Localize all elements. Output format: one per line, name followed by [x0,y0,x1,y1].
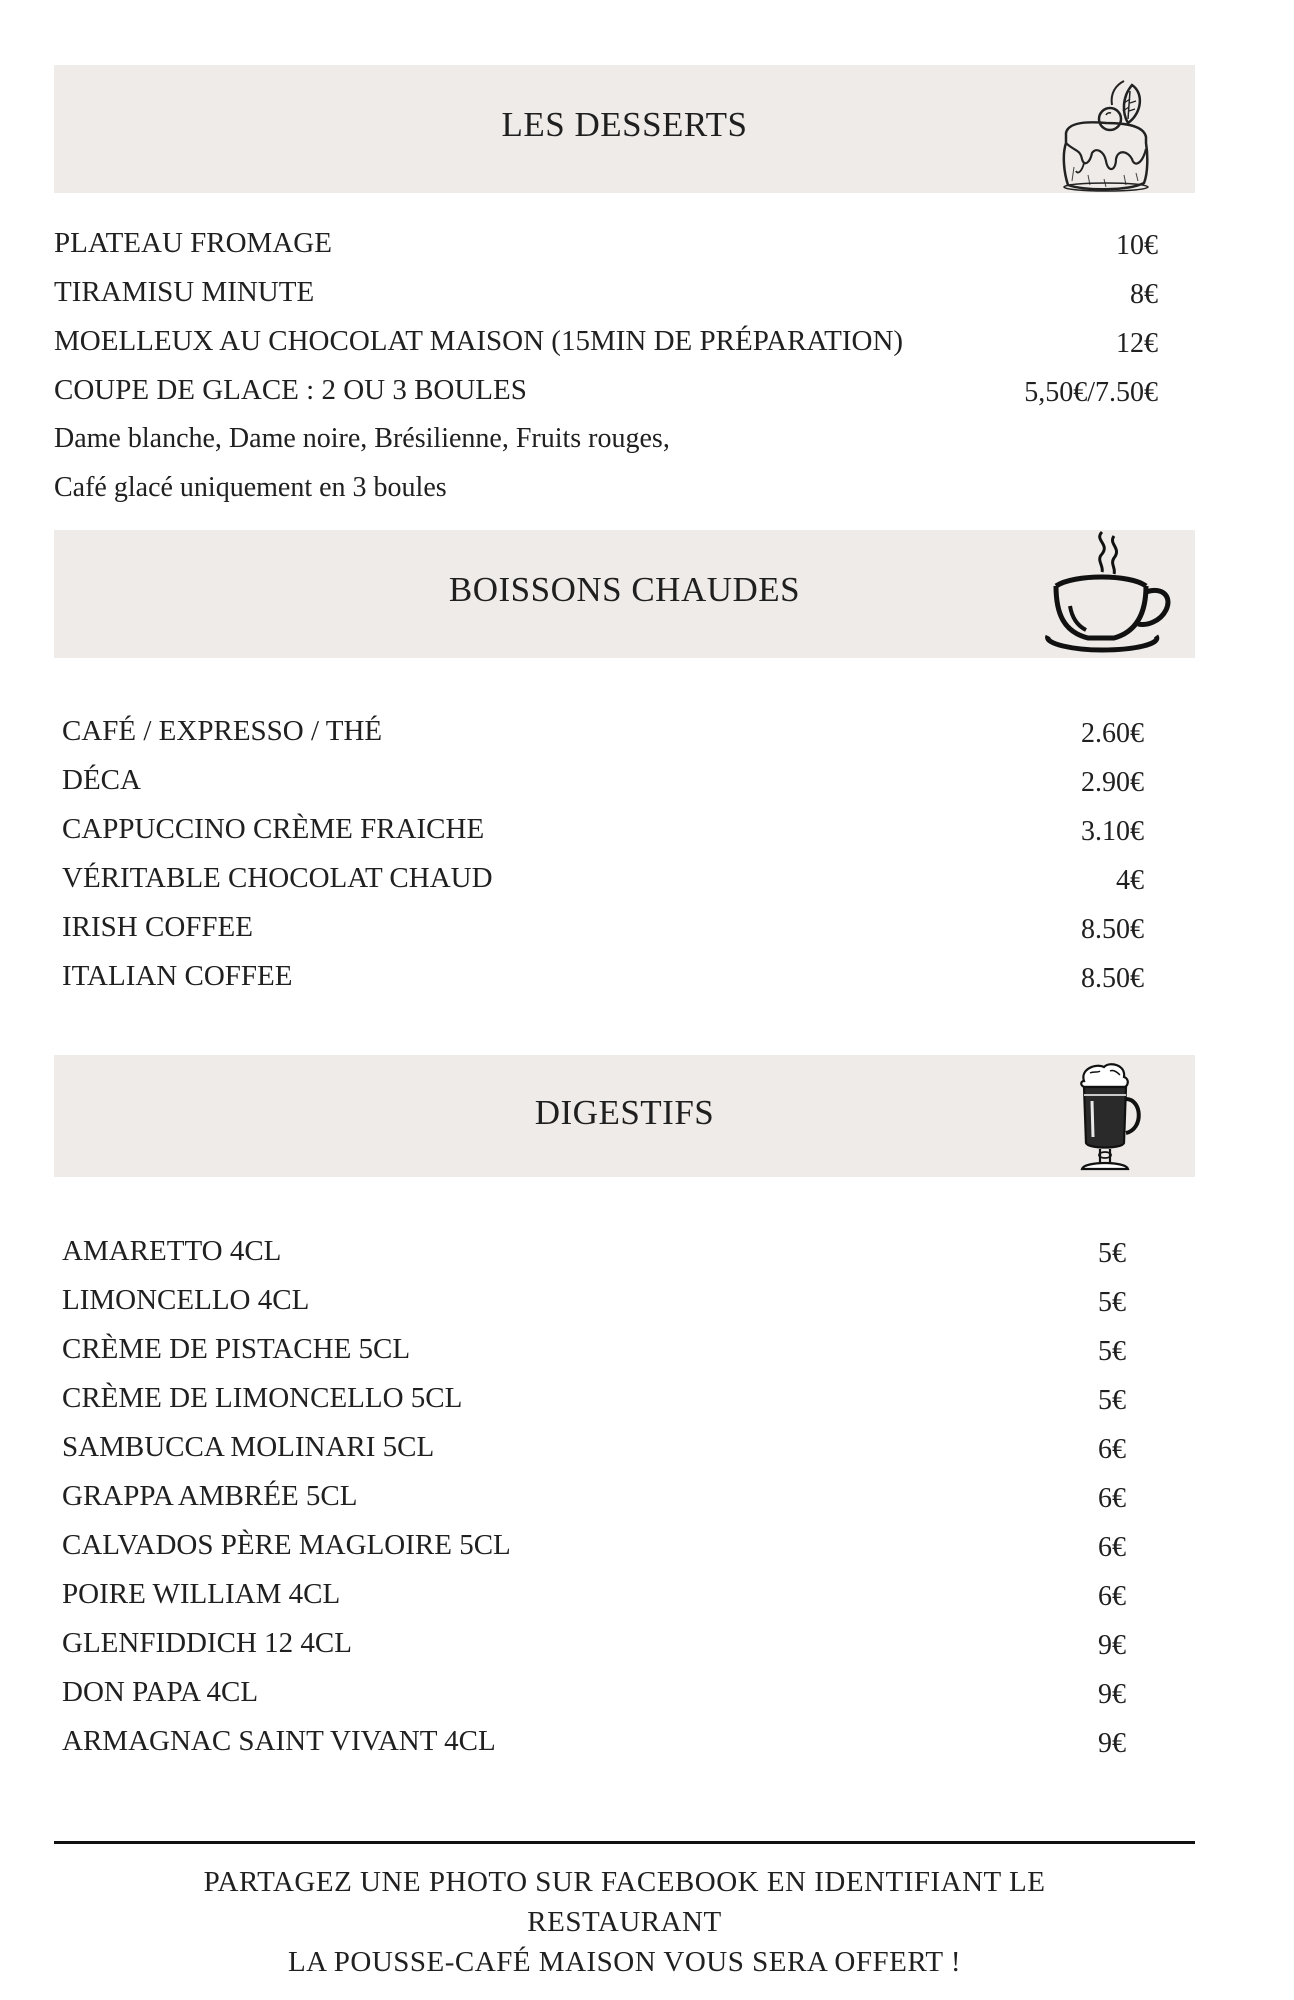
digestif-item-name: ARMAGNAC SAINT VIVANT 4CL [62,1725,496,1757]
hot-drink-item-price: 8.50€ [1081,914,1144,945]
digestif-item-name: CRÈME DE LIMONCELLO 5CL [62,1382,463,1414]
dessert-item-name: TIRAMISU MINUTE [54,276,315,308]
digestifs-title: DIGESTIFS [534,1093,715,1132]
dessert-note: Café glacé uniquement en 3 boules [54,472,447,503]
dessert-item-name: MOELLEUX AU CHOCOLAT MAISON (15MIN DE PRÉPARATION) [54,325,904,357]
digestif-item-name: GRAPPA AMBRÉE 5CL [62,1480,358,1512]
hot-drink-item-name: CAPPUCCINO CRÈME FRAICHE [62,813,485,845]
hot-drinks-title: BOISSONS CHAUDES [448,570,801,609]
hot-drink-item-price: 8.50€ [1081,963,1144,994]
digestif-item-name: DON PAPA 4CL [62,1676,259,1708]
hot-drink-item-name: ITALIAN COFFEE [62,960,293,992]
dessert-item-name: PLATEAU FROMAGE [54,227,332,259]
hot-drink-item-name: DÉCA [62,764,141,796]
hot-drinks-header [54,530,1195,658]
cake-icon [1044,63,1164,193]
hot-drink-item-name: VÉRITABLE CHOCOLAT CHAUD [62,862,493,894]
digestif-item-price: 5€ [1098,1238,1126,1269]
digestif-item-name: CRÈME DE PISTACHE 5CL [62,1333,411,1365]
digestif-item-price: 5€ [1098,1385,1126,1416]
hot-drink-item-price: 2.60€ [1081,718,1144,749]
hot-drink-item-name: CAFÉ / EXPRESSO / THÉ [62,715,383,747]
dessert-item-price: 5,50€/7.50€ [1024,377,1158,408]
digestif-item-name: GLENFIDDICH 12 4CL [62,1627,352,1659]
digestif-item-price: 6€ [1098,1483,1126,1514]
dessert-item-price: 10€ [1116,230,1158,261]
footer-line-1: PARTAGEZ UNE PHOTO SUR FACEBOOK EN IDENTIFIANT LE [203,1866,1046,1898]
hot-drink-item-price: 3.10€ [1081,816,1144,847]
footer-message [54,1862,1195,1982]
digestif-item-name: POIRE WILLIAM 4CL [62,1578,341,1610]
digestif-item-price: 9€ [1098,1679,1126,1710]
footer-line-2: RESTAURANT [527,1906,722,1938]
desserts-header [54,65,1195,193]
hot-drink-item-price: 4€ [1116,865,1144,896]
footer-divider [54,1841,1195,1844]
digestif-item-name: LIMONCELLO 4CL [62,1284,310,1316]
dessert-item-price: 12€ [1116,328,1158,359]
digestif-item-price: 5€ [1098,1336,1126,1367]
dessert-note: Dame blanche, Dame noire, Brésilienne, Fruits rouges, [54,423,670,454]
coffee-cup-icon [1034,526,1174,658]
digestif-item-name: AMARETTO 4CL [62,1235,282,1267]
dessert-item-name: COUPE DE GLACE : 2 OU 3 BOULES [54,374,527,406]
digestif-item-price: 5€ [1098,1287,1126,1318]
footer-line-3: LA POUSSE-CAFÉ MAISON VOUS SERA OFFERT ! [287,1946,962,1978]
dessert-item-price: 8€ [1130,279,1158,310]
digestif-item-name: CALVADOS PÈRE MAGLOIRE 5CL [62,1529,511,1561]
hot-drink-item-price: 2.90€ [1081,767,1144,798]
digestif-item-price: 6€ [1098,1434,1126,1465]
digestif-item-name: SAMBUCCA MOLINARI 5CL [62,1431,435,1463]
hot-drink-item-name: IRISH COFFEE [62,911,253,943]
digestifs-header [54,1055,1195,1177]
desserts-title: LES DESSERTS [501,105,748,144]
digestif-item-price: 6€ [1098,1532,1126,1563]
digestif-item-price: 6€ [1098,1581,1126,1612]
digestif-item-price: 9€ [1098,1728,1126,1759]
digestif-item-price: 9€ [1098,1630,1126,1661]
irish-coffee-glass-icon [1066,1059,1146,1177]
